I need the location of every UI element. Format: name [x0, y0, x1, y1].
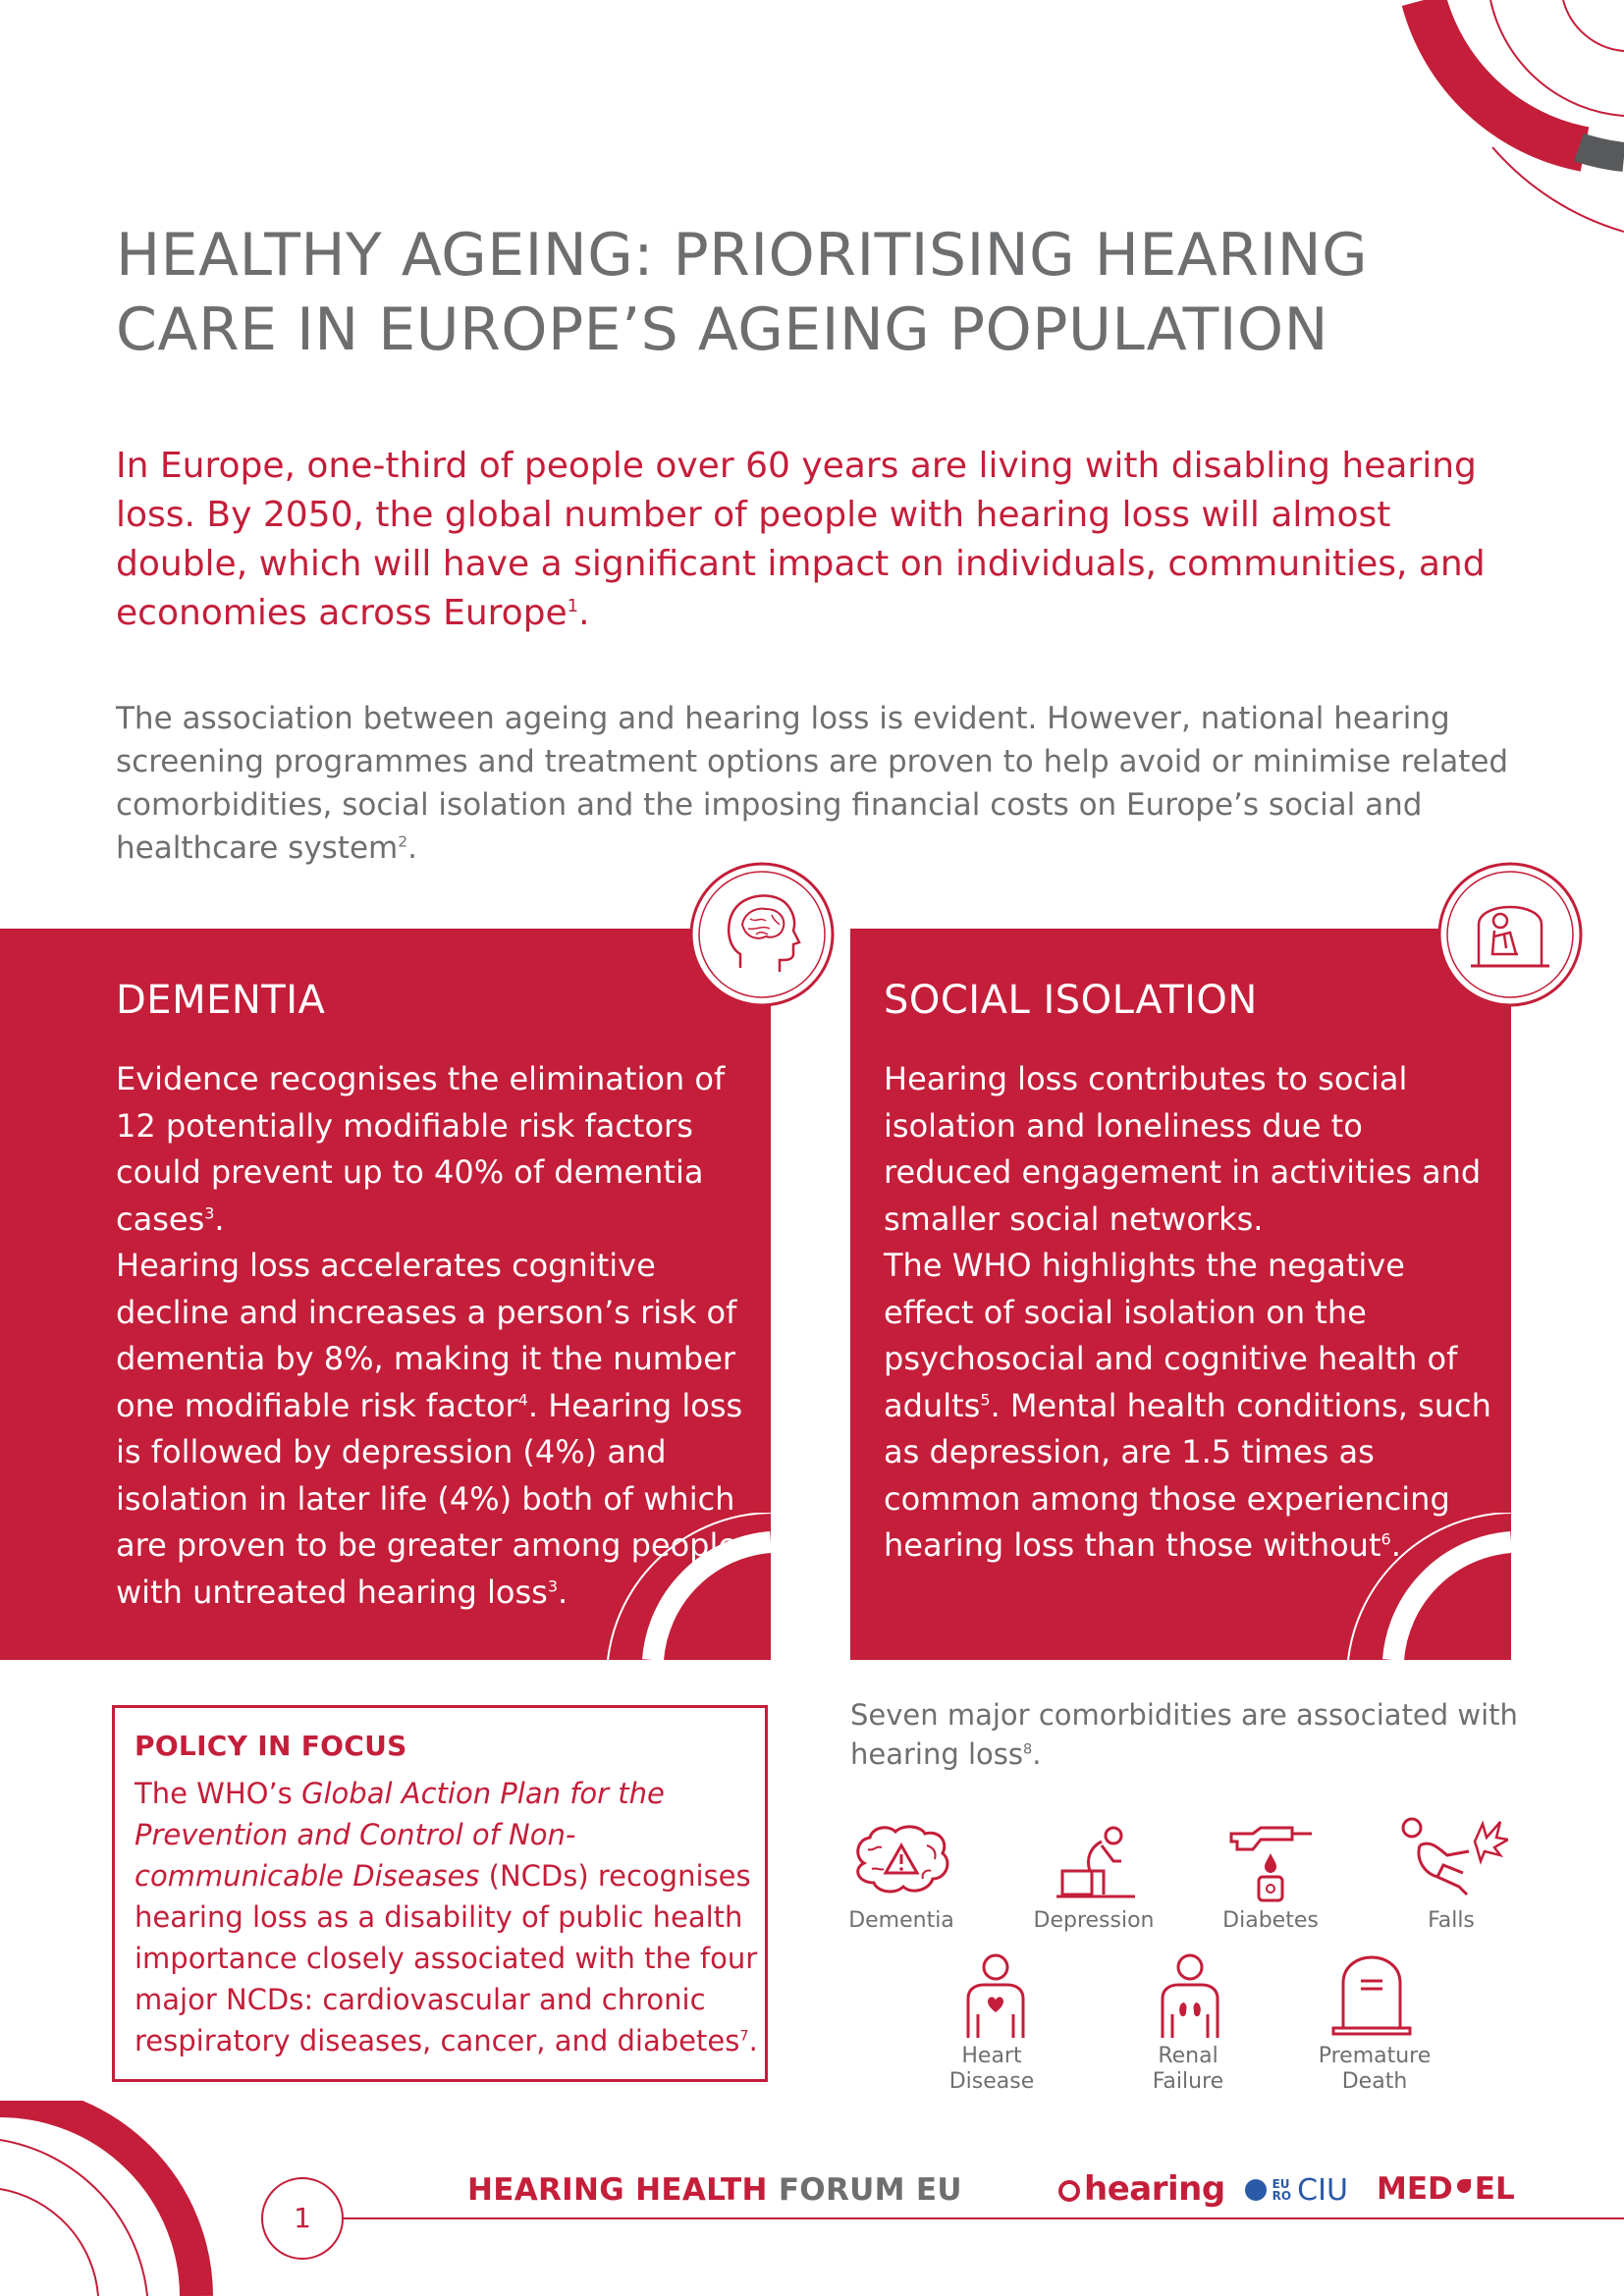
- social-isolation-panel: [850, 929, 1511, 1660]
- title-line-2: CARE IN EUROPE’S AGEING POPULATION: [116, 295, 1329, 364]
- comorbidity-label: Heart Disease: [948, 2044, 1035, 2094]
- intro-paragraph: The association between ageing and hearing loss is evident. However, national hearing screening programmes and treatment options are proven to help avoid or minimise related comorbidities, social isolation and the imposing financial costs on Europe’s social and healthcare system$^2$.: [116, 701, 1509, 866]
- policy-text: The WHO’s Global Action Plan for the Prevention and Control of Non-communicable Diseases (NCDs) recognises hearing loss as a disability of public health importance closely associated with the four major NCDs: cardiovascular and chronic respiratory diseases, cancer, and diabetes$^7$.: [135, 1777, 758, 2057]
- footer-rule: [344, 2217, 1624, 2219]
- dementia-panel-decoration: [594, 1513, 771, 1660]
- brain-head-icon: [687, 860, 837, 1009]
- dementia-panel: [0, 929, 771, 1660]
- comorbidity-label: Diabetes: [1222, 1908, 1319, 1933]
- footer-brand: HEARING HEALTH FORUM EU: [467, 2172, 962, 2208]
- social-isolation-heading: SOCIAL ISOLATION: [884, 978, 1258, 1023]
- hearing-logo-mark-icon: [1058, 2180, 1080, 2202]
- dementia-paragraph-1: Evidence recognises the elimination of 12 potentially modifiable risk factors could prevent up to 40% of dementia cases$^3$.: [116, 1060, 726, 1238]
- corner-decoration-bottom: [0, 2101, 255, 2296]
- dementia-heading: DEMENTIA: [116, 978, 326, 1023]
- sad-person-icon: [1056, 1822, 1135, 1900]
- dementia-paragraph-2: Hearing loss accelerates cognitive decline and increases a person’s risk of dementia by 8%, making it the number one modifiable risk factor$^4$. Hearing loss is followed by depression (4%) and isolation in later life (4%) both of which are proven to be greater among people with untreated hearing loss$^3$.: [116, 1247, 743, 1611]
- brain-warning-icon: [850, 1824, 952, 1898]
- comorbidities-intro: Seven major comorbidities are associated with hearing loss$^8$.: [850, 1698, 1518, 1771]
- euro-ciu-logo: EU RO CIU: [1245, 2173, 1348, 2208]
- isolated-person-icon: [1435, 860, 1585, 1009]
- comorbidity-label: Dementia: [848, 1908, 954, 1933]
- glucose-meter-icon: [1227, 1820, 1312, 1902]
- social-panel-decoration: [1334, 1513, 1511, 1660]
- globe-icon: [1245, 2179, 1267, 2201]
- medel-drop-icon: [1457, 2179, 1471, 2193]
- social-paragraph-2: The WHO highlights the negative effect of social isolation on the psychosocial and cognitive health of adults$^5$. Mental health conditions, such as depression, are 1.5 times as common among those experiencing hearing loss than those without$^6$.: [884, 1247, 1491, 1564]
- corner-decoration-top: [1355, 0, 1624, 255]
- social-paragraph-1: Hearing loss contributes to social isolation and loneliness due to reduced engagement in activities and smaller social networks.: [884, 1060, 1482, 1238]
- kidney-person-icon: [1159, 1953, 1221, 2038]
- title-line-1: HEALTHY AGEING: PRIORITISING HEARING: [116, 221, 1369, 290]
- policy-heading: POLICY IN FOCUS: [135, 1730, 407, 1762]
- dementia-icon-badge: [687, 860, 837, 1009]
- policy-in-focus-box: [112, 1705, 768, 2082]
- lead-paragraph: In Europe, one-third of people over 60 years are living with disabling hearing loss. By 2050, the global number of people with hearing loss will almost double, which will have a significant impact on individuals, communities, and economies across Europe$^1$.: [116, 446, 1486, 633]
- hearing-logo: hearing: [1058, 2169, 1225, 2209]
- comorbidity-label: Premature Death: [1318, 2044, 1432, 2094]
- medel-logo: MED EL: [1377, 2171, 1515, 2207]
- heart-person-icon: [964, 1953, 1027, 2038]
- page-number: 1: [261, 2177, 344, 2260]
- comorbidity-label: Falls: [1428, 1908, 1475, 1933]
- falling-person-icon: [1398, 1816, 1508, 1902]
- comorbidity-label: Renal Failure: [1152, 2044, 1224, 2094]
- gravestone-icon: [1329, 1953, 1414, 2036]
- page-title: [116, 218, 1392, 367]
- comorbidity-label: Depression: [1033, 1908, 1155, 1933]
- social-icon-badge: [1435, 860, 1585, 1009]
